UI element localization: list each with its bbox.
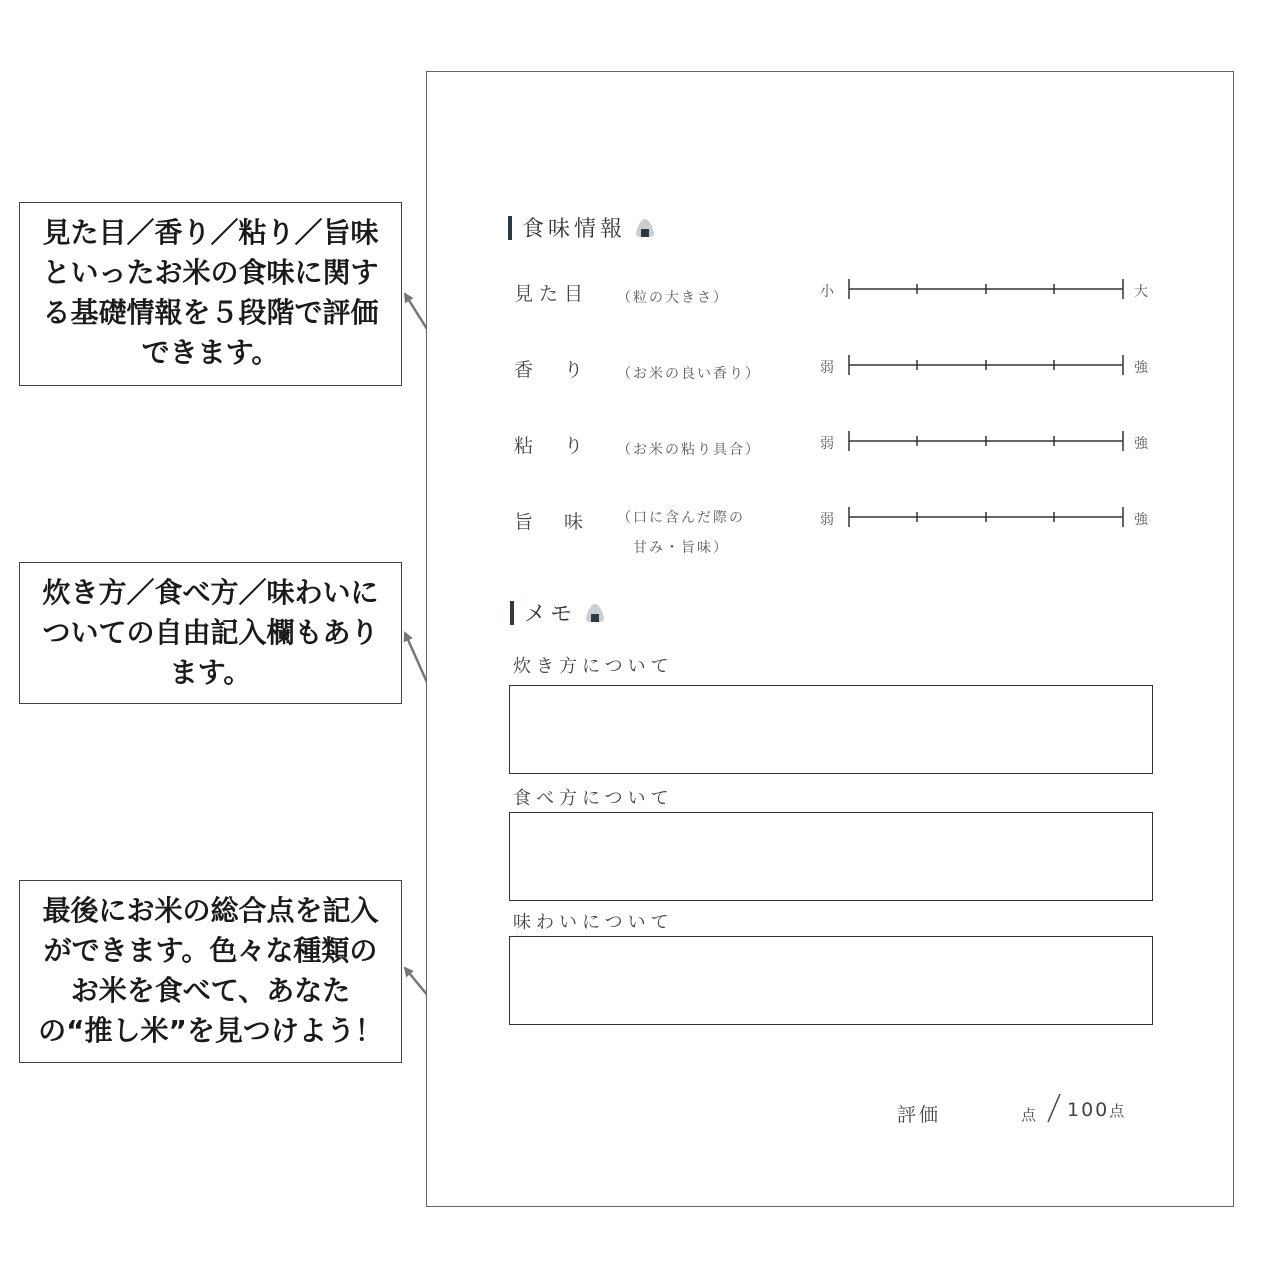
score-max-unit: 点 bbox=[1109, 1102, 1127, 1120]
row-sublabel: （口に含んだ際の 甘み・旨味） bbox=[617, 510, 745, 556]
memo-label-eating: 食べ方について bbox=[513, 788, 674, 809]
row-label: 旨 味 bbox=[514, 511, 590, 533]
score-max-value: 100 bbox=[1067, 1099, 1110, 1121]
score-slash bbox=[1045, 1092, 1063, 1124]
row-sublabel: （お米の粘り具合） bbox=[617, 442, 761, 458]
row-sublabel: （粒の大きさ） bbox=[617, 290, 729, 306]
memo-label-cooking: 炊き方について bbox=[513, 656, 674, 677]
section-bar bbox=[508, 216, 512, 240]
callout-memo-info: 炊き方／食べ方／味わいに ついての自由記入欄もあり ます。 bbox=[19, 562, 402, 704]
score-max bbox=[1067, 1099, 1126, 1121]
rating-scale[interactable] bbox=[847, 345, 1127, 385]
memo-section-header bbox=[510, 597, 606, 628]
taste-section-header bbox=[508, 212, 656, 243]
rating-scale[interactable] bbox=[847, 421, 1127, 461]
onigiri-icon bbox=[584, 602, 606, 624]
score-unit: 点 bbox=[1021, 1106, 1037, 1124]
scale-low-label: 弱 bbox=[820, 512, 834, 528]
rating-scale[interactable] bbox=[847, 497, 1127, 537]
rating-row-stickiness bbox=[427, 431, 1233, 471]
memo-box-cooking[interactable] bbox=[509, 685, 1153, 774]
scale-low-label: 小 bbox=[820, 284, 834, 300]
scale-high-label: 強 bbox=[1134, 512, 1148, 528]
memo-box-flavor[interactable] bbox=[509, 936, 1153, 1025]
row-label: 香 り bbox=[514, 359, 590, 381]
memo-label-flavor: 味わいについて bbox=[513, 912, 674, 933]
row-label: 粘 り bbox=[514, 435, 590, 457]
scale-low-label: 弱 bbox=[820, 360, 834, 376]
row-sublabel: （お米の良い香り） bbox=[617, 366, 761, 382]
memo-box-eating[interactable] bbox=[509, 812, 1153, 901]
callout-taste-info: 見た目／香り／粘り／旨味 といったお米の食味に関す る基礎情報を５段階で評価 できます。 bbox=[19, 202, 402, 386]
score-label: 評価 bbox=[897, 1104, 942, 1126]
tasting-sheet bbox=[426, 71, 1234, 1207]
callout-score-info: 最後にお米の総合点を記入 ができます。色々な種類の お米を食べて、あなた の“推し米”を見つけよう！ bbox=[19, 880, 402, 1063]
scale-high-label: 強 bbox=[1134, 360, 1148, 376]
scale-high-label: 強 bbox=[1134, 436, 1148, 452]
rating-row-appearance bbox=[427, 279, 1233, 319]
rating-scale[interactable] bbox=[847, 269, 1127, 309]
scale-low-label: 弱 bbox=[820, 436, 834, 452]
section-bar bbox=[510, 601, 514, 625]
rating-row-umami bbox=[427, 507, 1233, 567]
onigiri-icon bbox=[634, 217, 656, 239]
row-label: 見た目 bbox=[514, 283, 590, 305]
memo-heading: メモ bbox=[524, 602, 577, 627]
scale-high-label: 大 bbox=[1134, 284, 1148, 300]
rating-row-aroma bbox=[427, 355, 1233, 395]
taste-heading: 食味情報 bbox=[522, 217, 627, 242]
